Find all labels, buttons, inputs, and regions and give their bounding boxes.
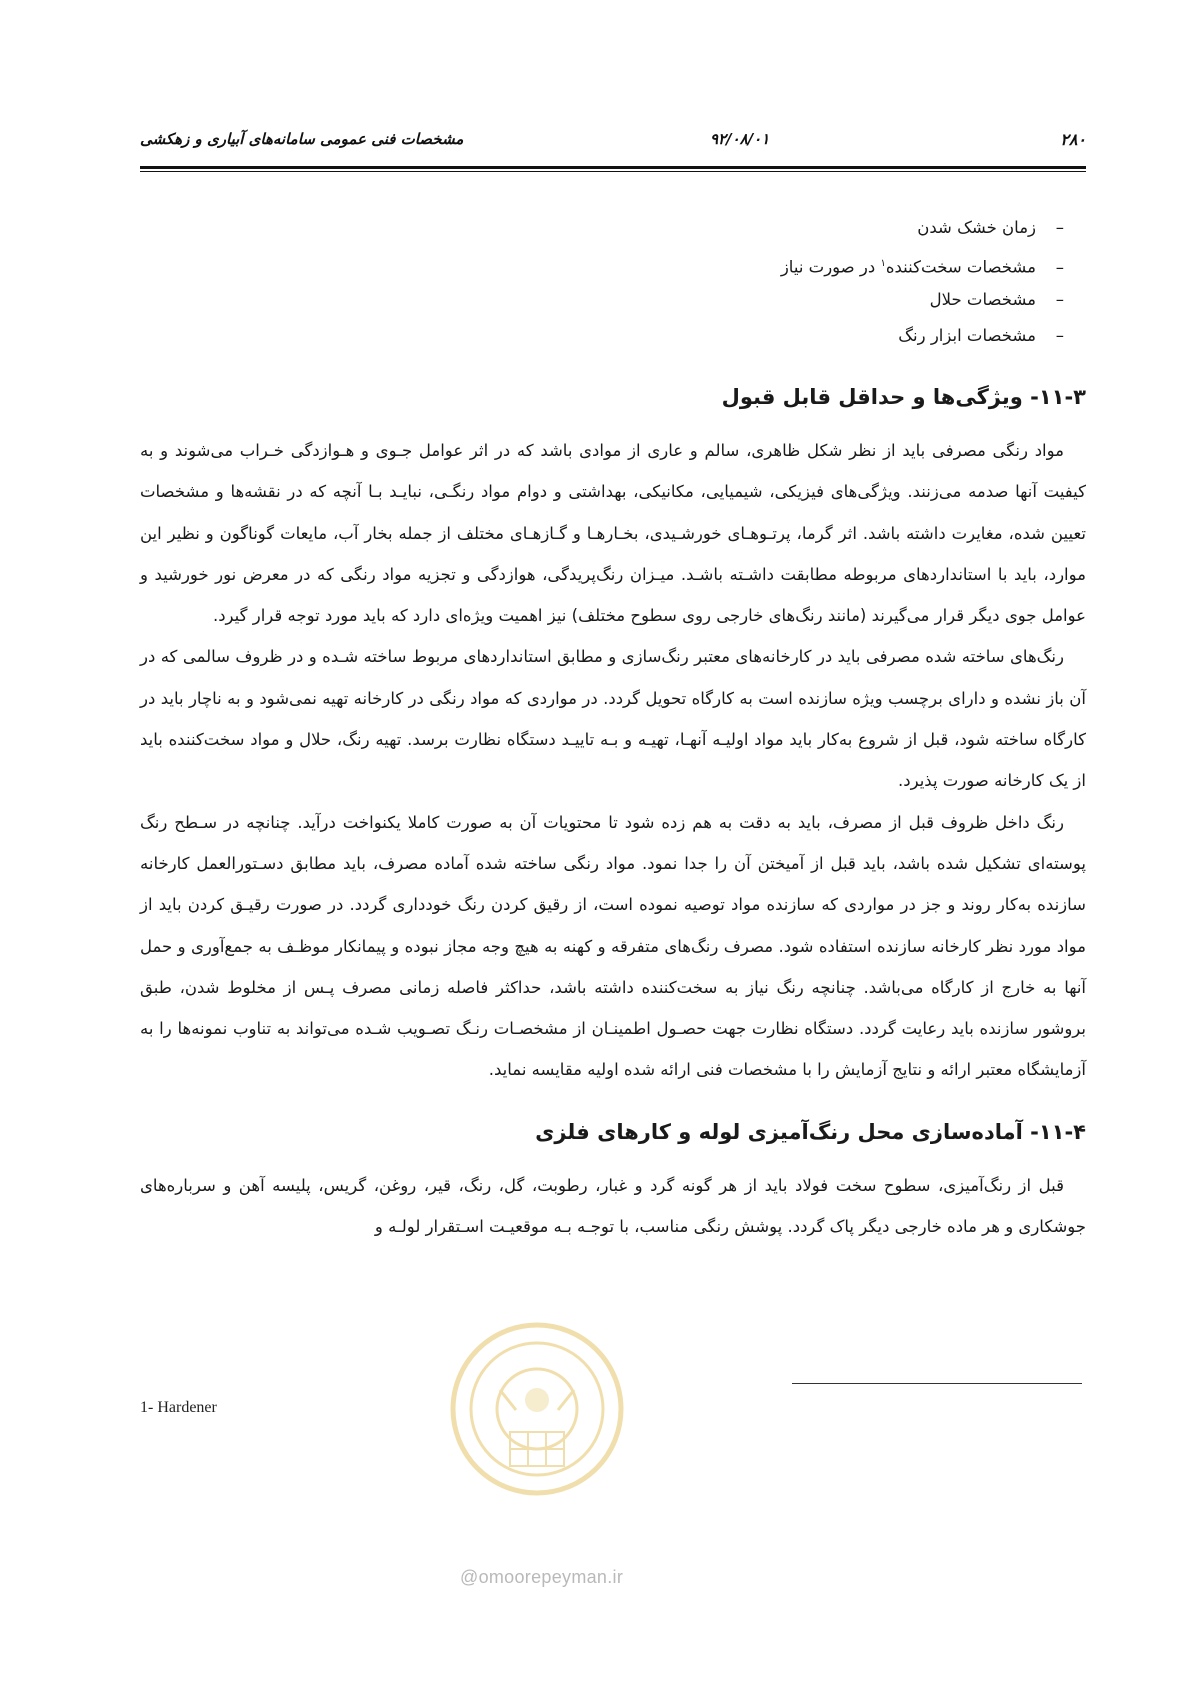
footnote-marker: ۱ xyxy=(880,258,886,269)
bullet-text: مشخصات ابزار رنگ xyxy=(898,326,1036,345)
bullet-text: مشخصات سخت‌کننده xyxy=(885,257,1036,277)
seal-logo-icon xyxy=(448,1320,626,1498)
bullet-text-suffix: در صورت نیاز xyxy=(780,257,881,277)
section-heading: ۱۱-۴- آماده‌سازی محل رنگ‌آمیزی لوله و کارهای فلزی xyxy=(535,1119,1086,1144)
page-body xyxy=(140,210,1086,1247)
paragraph: رنگ‌های ساخته شده مصرفی باید در کارخانه‌های معتبر رنگ‌سازی و مطابق استانداردهای مربوط ساخته شـده و در ظروف سالمی که در آن باز نشده و دارای برچسب ویژه سازنده است به کارگاه تحویل گردد. در مواردی که مواد رنگی در کارخانه تهیه نمی‌شود و به ناچار باید در کارگاه ساخته شود، قبل از شروع به‌کار باید مواد اولیـه آنهـا، تهیـه و بـه تاییـد دستگاه نظارت برسد. تهیه رنگ، حلال و مواد سخت‌کننده باید از یک کارخانه صورت پذیرد. xyxy=(140,647,1086,791)
list-item: –مشخصات سخت‌کننده$^۱$ در صورت نیاز xyxy=(780,257,1064,277)
footnote-rule xyxy=(792,1383,1082,1384)
page-number: ۲۸۰ xyxy=(1060,130,1086,149)
list-item: –زمان خشک شدن xyxy=(917,218,1064,237)
page-header xyxy=(140,128,1086,158)
section-heading: ۱۱-۳- ویژگی‌ها و حداقل قابل قبول xyxy=(721,385,1086,409)
header-rule xyxy=(140,166,1086,169)
header-rule-thin xyxy=(140,171,1086,172)
paragraph: قبل از رنگ‌آمیزی، سطوح سخت فولاد باید از هر گونه گرد و غبار، رطوبت، گل، رنگ، قیر، روغن، گریس، پلیسه آهن و سرباره‌های جوشکاری و هر ماده خارجی دیگر پاک گردد. پوشش رنگی مناسب، با توجـه بـه موقعیـت اسـتقرار لولـه و xyxy=(140,1175,1086,1237)
watermark-text: @omoorepeyman.ir xyxy=(460,1567,624,1587)
list-item: –مشخصات حلال xyxy=(929,290,1064,309)
bullet-list xyxy=(140,210,1086,354)
paragraph: رنگ داخل ظروف قبل از مصرف، باید به دقت به هم زده شود تا محتویات آن به صورت کاملا یکنواخت درآید. چنانچه در سـطح رنگ پوسته‌ای تشکیل شده باشد، باید قبل از آمیختن آن را جدا نمود. مواد رنگی ساخته شده آماده مصرف، باید مطابق دسـتورالعمل کارخانه سازنده به‌کار روند و جز در مواردی که سازنده مواد توصیه نموده است، از رقیق کردن رنگ خودداری گردد. در صورت رقیـق کردن باید از مواد مورد نظر کارخانه سازنده استفاده شود. مصرف رنگ‌های متفرقه و کهنه به هیچ وجه مجاز نبوده و پیمانکار موظـف به جمع‌آوری و حمل آنها به خارج از کارگاه می‌باشد. چنانچه رنگ نیاز به سخت‌کننده داشته باشد، حداکثر فاصله زمانی مصرف پـس از مخلوط شدن، طبق بروشور سازنده باید رعایت گردد. دستگاه نظارت جهت حصـول اطمینـان از مشخصـات رنـگ تصـویب شـده می‌تواند به تناوب نمونه‌ها را به آزمایشگاه معتبر ارائه و نتایج آزمایش را با مشخصات فنی ارائه شده اولیه مقایسه نماید. xyxy=(140,812,1086,1080)
list-item: –مشخصات ابزار رنگ xyxy=(898,326,1064,345)
bullet-text: زمان خشک شدن xyxy=(917,218,1036,237)
header-title: مشخصات فنی عمومی سامانه‌های آبیاری و زهکشی xyxy=(140,130,464,148)
bullet-text: مشخصات حلال xyxy=(929,290,1036,309)
header-date: ۹۲/۰۸/۰۱ xyxy=(710,130,770,148)
footnote: 1- Hardener xyxy=(140,1399,217,1416)
paragraph: مواد رنگی مصرفی باید از نظر شکل ظاهری، سالم و عاری از موادی باشد که در اثر عوامل جـوی و هـوازدگی خـراب می‌شوند و به کیفیت آنها صدمه می‌زنند. ویژگی‌های فیزیکی، شیمیایی، مکانیکی، بهداشتی و دوام مواد رنگـی، نبایـد بـا آنچه که در نقشه‌ها و مشخصات تعیین شده، مغایرت داشته باشد. اثر گرما، پرتـوهـای خورشـیدی، بخـارهـا و گـازهـای مختلف از جمله بخار آب، مایعات گوناگون و نظیر این موارد، باید با استانداردهای مربوطه مطابقت داشـته باشـد. میـزان رنگ‌پریدگی، هوازدگی و تجزیه مواد رنگی که در معرض نور خورشید و عوامل جوی دیگر قرار می‌گیرند (مانند رنگ‌های خارجی روی سطوح مختلف) نیز اهمیت ویژه‌ای دارد که باید مورد توجه قرار گیرد. xyxy=(140,441,1086,626)
